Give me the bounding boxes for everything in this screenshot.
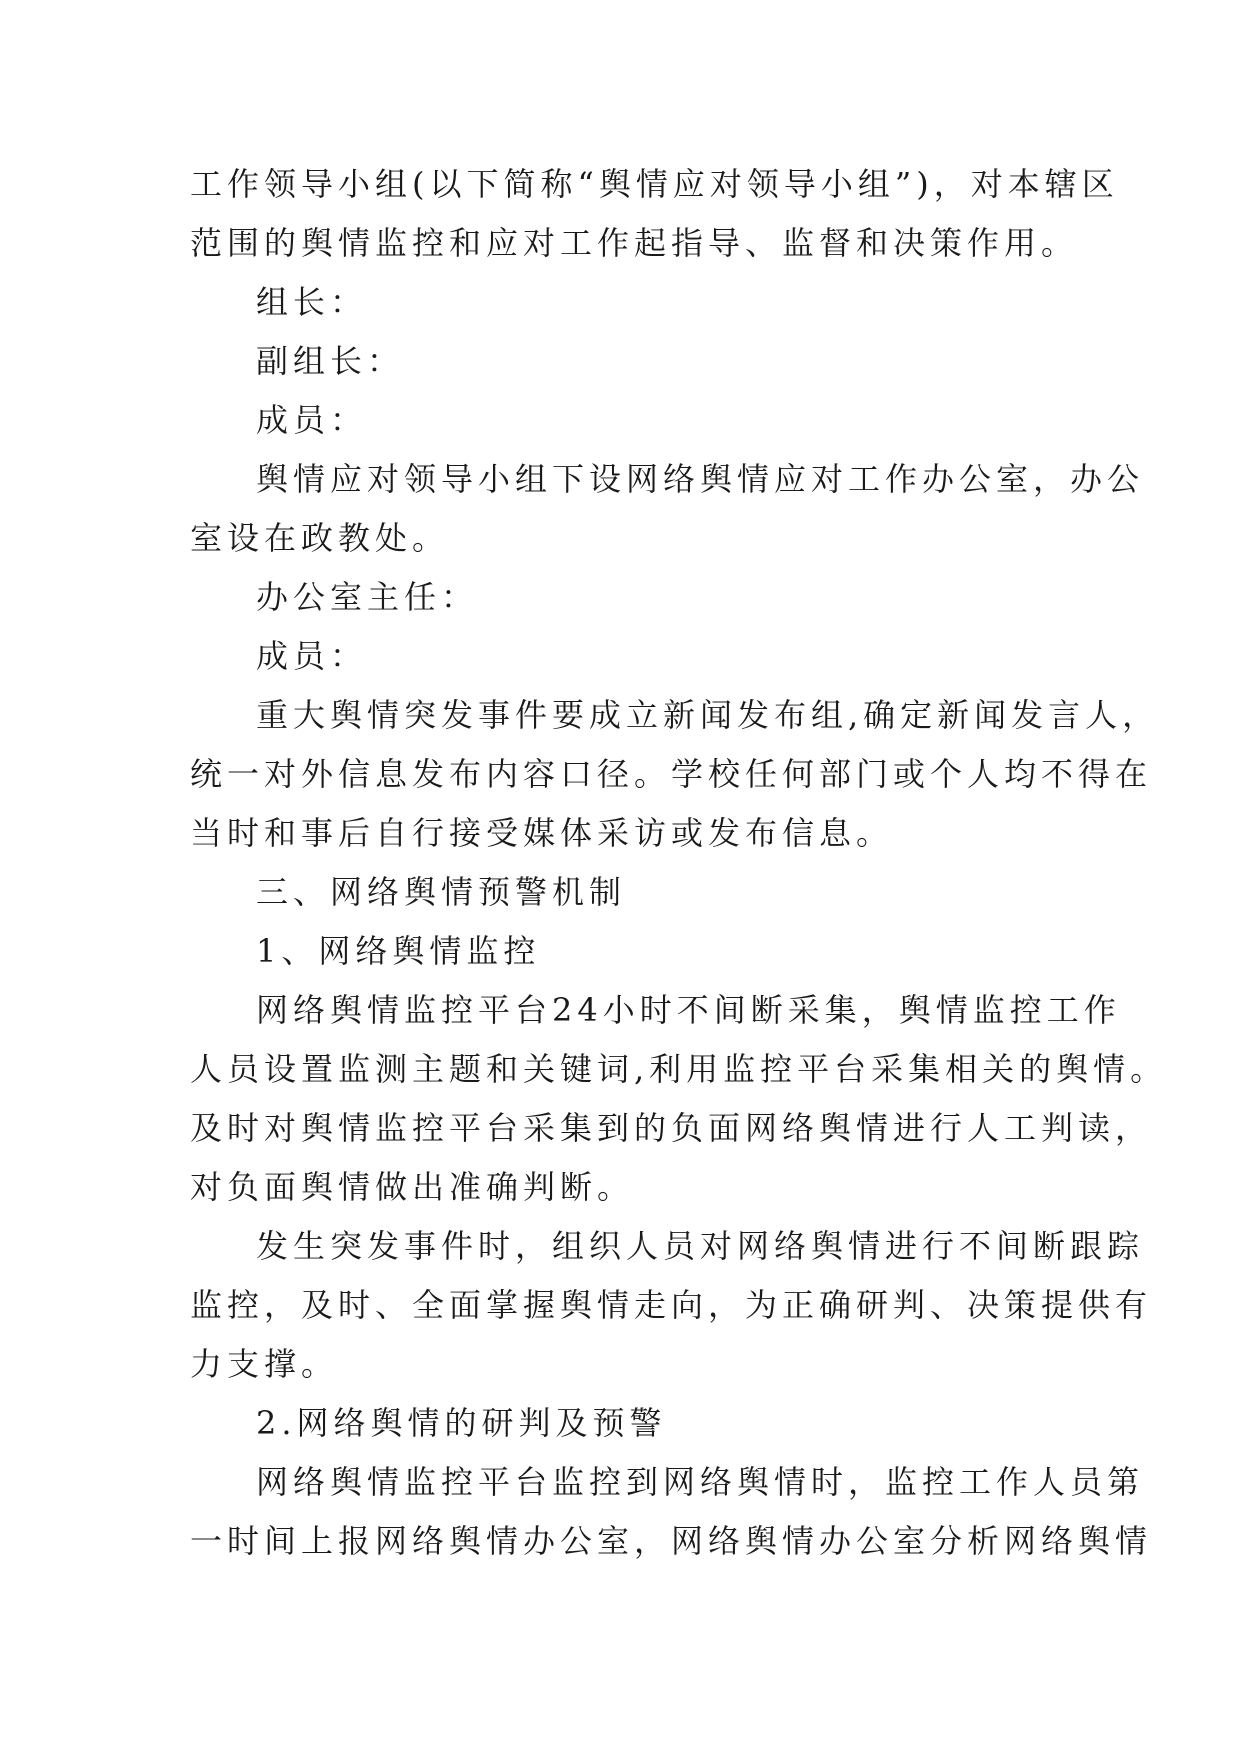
paragraph-line: 监控，及时、全面掌握舆情走向，为正确研判、决策提供有	[190, 1286, 1153, 1324]
paragraph-line: 网络舆情监控平台监控到网络舆情时，监控工作人员第	[256, 1463, 1145, 1501]
paragraph-line: 当时和事后自行接受媒体采访或发布信息。	[190, 814, 894, 852]
document-body	[190, 155, 1168, 1571]
paragraph-line: 一时间上报网络舆情办公室，网络舆情办公室分析网络舆情	[190, 1522, 1153, 1560]
paragraph-line: 重大舆情突发事件要成立新闻发布组,确定新闻发言人，	[256, 696, 1160, 734]
subsection-heading: 2.网络舆情的研判及预警	[256, 1404, 667, 1442]
members-label: 成员：	[256, 401, 368, 439]
subsection-heading: 1、网络舆情监控	[256, 932, 541, 970]
paragraph-line: 力支撑。	[190, 1345, 339, 1383]
paragraph-line: 室设在政教处。	[190, 519, 450, 557]
paragraph-line: 对负面舆情做出准确判断。	[190, 1168, 635, 1206]
paragraph-line: 人员设置监测主题和关键词,利用监控平台采集相关的舆情。	[190, 1050, 1168, 1088]
paragraph-line: 发生突发事件时，组织人员对网络舆情进行不间断跟踪	[256, 1227, 1145, 1265]
deputy-leader-label: 副组长：	[256, 342, 405, 380]
paragraph-line: 舆情应对领导小组下设网络舆情应对工作办公室，办公	[256, 460, 1145, 498]
paragraph-line: 网络舆情监控平台24小时不间断采集，舆情监控工作	[256, 991, 1121, 1029]
paragraph-line: 统一对外信息发布内容口径。学校任何部门或个人均不得在	[190, 755, 1153, 793]
paragraph-line: 及时对舆情监控平台采集到的负面网络舆情进行人工判读，	[190, 1109, 1153, 1147]
office-director-label: 办公室主任：	[256, 578, 479, 616]
paragraph-line: 工作领导小组(以下简称“舆情应对领导小组”)，对本辖区	[190, 165, 1119, 203]
group-leader-label: 组长：	[256, 283, 368, 321]
office-members-label: 成员：	[256, 637, 368, 675]
paragraph-line: 范围的舆情监控和应对工作起指导、监督和决策作用。	[190, 224, 1079, 262]
section-heading: 三、网络舆情预警机制	[256, 873, 627, 911]
